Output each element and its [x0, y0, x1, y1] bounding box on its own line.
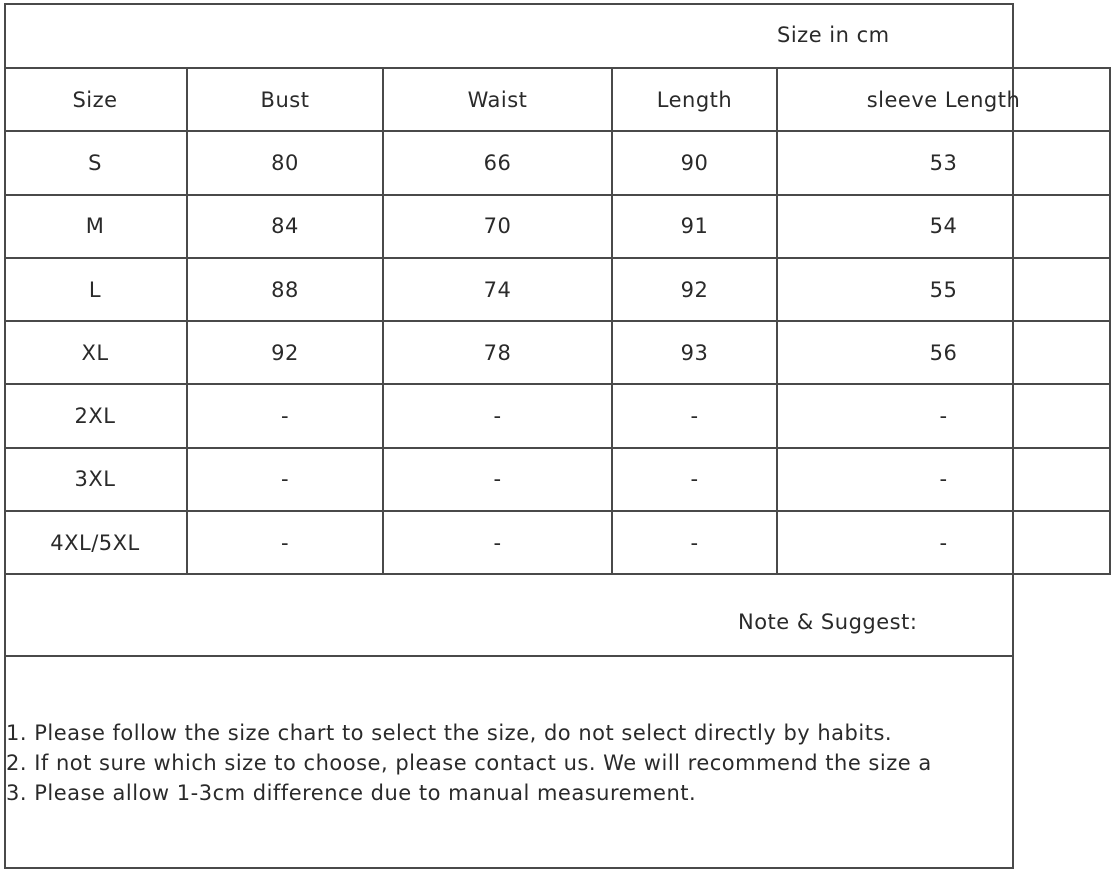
sleeve-length-cell: 55: [777, 258, 1110, 321]
table-row: [4, 384, 1110, 447]
header-cell-length: Length: [612, 68, 777, 131]
size-cell: 2XL: [4, 384, 187, 447]
header-cell-sleeve-length: sleeve Length: [777, 68, 1110, 131]
size-cell: 4XL/5XL: [4, 511, 187, 574]
table-row: [4, 448, 1110, 511]
size-table: [4, 67, 1111, 575]
bust-cell: 92: [187, 321, 383, 384]
sleeve-length-cell: -: [777, 511, 1110, 574]
waist-cell: 66: [383, 131, 612, 194]
bust-cell: -: [187, 448, 383, 511]
note-line: 3. Please allow 1-3cm difference due to manual measurement.: [6, 781, 697, 805]
table-row: [4, 258, 1110, 321]
bust-cell: -: [187, 511, 383, 574]
length-cell: 92: [612, 258, 777, 321]
bust-cell: 84: [187, 195, 383, 258]
table-row: [4, 321, 1110, 384]
table-header-row: [4, 68, 1110, 131]
waist-cell: 74: [383, 258, 612, 321]
title-row: [4, 3, 1014, 69]
bust-cell: 88: [187, 258, 383, 321]
size-cell: XL: [4, 321, 187, 384]
note-title: Note & Suggest:: [738, 610, 918, 634]
sleeve-length-cell: 53: [777, 131, 1110, 194]
waist-cell: -: [383, 511, 612, 574]
sleeve-length-cell: 54: [777, 195, 1110, 258]
table-row: [4, 511, 1110, 574]
table-row: [4, 195, 1110, 258]
notes-list: [6, 718, 1000, 808]
waist-cell: -: [383, 448, 612, 511]
size-cell: S: [4, 131, 187, 194]
length-cell: -: [612, 511, 777, 574]
length-cell: -: [612, 448, 777, 511]
note-title-row: [4, 590, 1014, 657]
length-cell: 93: [612, 321, 777, 384]
header-cell-waist: Waist: [383, 68, 612, 131]
note-line: 2. If not sure which size to choose, please contact us. We will recommend the size a: [6, 751, 932, 775]
chart-title: Size in cm: [777, 23, 890, 47]
waist-cell: 70: [383, 195, 612, 258]
length-cell: -: [612, 384, 777, 447]
length-cell: 91: [612, 195, 777, 258]
bust-cell: -: [187, 384, 383, 447]
size-cell: 3XL: [4, 448, 187, 511]
sleeve-length-cell: 56: [777, 321, 1110, 384]
sleeve-length-cell: -: [777, 384, 1110, 447]
size-cell: M: [4, 195, 187, 258]
header-cell-size: Size: [4, 68, 187, 131]
sleeve-length-cell: -: [777, 448, 1110, 511]
waist-cell: -: [383, 384, 612, 447]
waist-cell: 78: [383, 321, 612, 384]
length-cell: 90: [612, 131, 777, 194]
table-row: [4, 131, 1110, 194]
note-line: 1. Please follow the size chart to select the size, do not select directly by habits.: [6, 721, 893, 745]
size-cell: L: [4, 258, 187, 321]
bust-cell: 80: [187, 131, 383, 194]
header-cell-bust: Bust: [187, 68, 383, 131]
